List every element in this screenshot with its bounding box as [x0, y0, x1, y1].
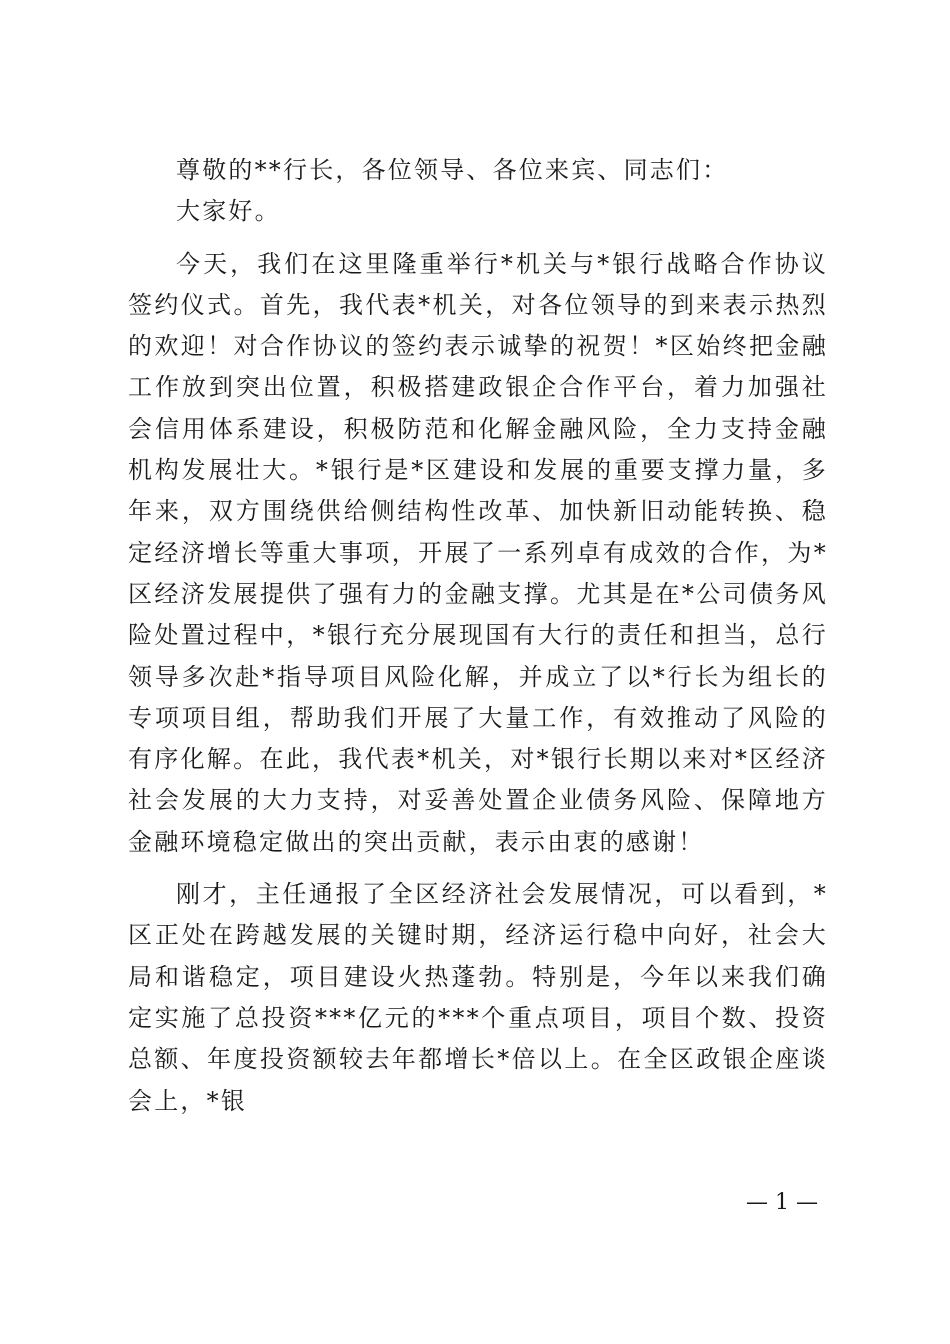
speech-body	[128, 150, 828, 1122]
greeting-line: 大家好。	[176, 197, 281, 226]
salutation-line: 尊敬的**行长，各位领导、各位来宾、同志们：	[176, 156, 729, 184]
page-number: — 1 —	[746, 1190, 818, 1215]
paragraph-1: 今天，我们在这里隆重举行*机关与*银行战略合作协议签约仪式。首先，我代表*机关，对各位领导的到来表示热烈的欢迎！对合作协议的签约表示诚挚的祝贺！*区始终把金融工作放到突出位置，积极搭建政银企合作平台，着力加强社会信用体系建设，积极防范和化解金融风险，全力支持金融机构发展壮大。*银行是*区建设和发展的重要支撑力量，多年来，双方围绕供给侧结构性改革、加快新旧动能转换、稳定经济增长等重大事项，开展了一系列卓有成效的合作，为*区经济发展提供了强有力的金融支撑。尤其是在*公司债务风险处置过程中，*银行充分展现国有大行的责任和担当，总行领导多次赴*指导项目风险化解，并成立了以*行长为组长的专项项目组，帮助我们开展了大量工作，有效推动了风险的有序化解。在此，我代表*机关，对*银行长期以来对*区经济社会发展的大力支持，对妥善处置企业债务风险、保障地方金融环境稳定做出的突出贡献，表示由衷的感谢！	[128, 249, 828, 856]
paragraph-2: 刚才，主任通报了全区经济社会发展情况，可以看到，*区正处在跨越发展的关键时期，经济运行稳中向好，社会大局和谐稳定，项目建设火热蓬勃。特别是，今年以来我们确定实施了总投资***亿元的***个重点项目，项目个数、投资总额、年度投资额较去年都增长*倍以上。在全区政银企座谈会上，*银	[128, 880, 828, 1115]
